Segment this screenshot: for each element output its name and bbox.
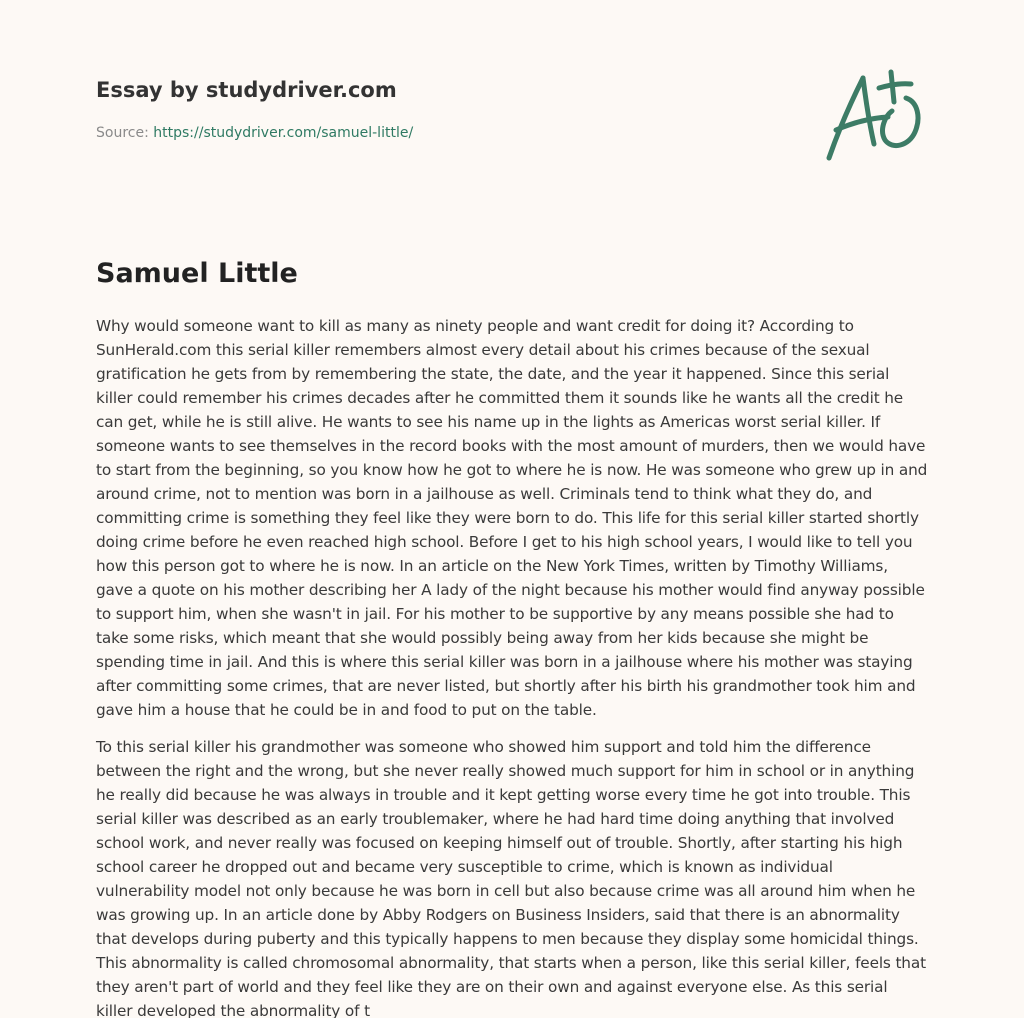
source-link[interactable]: https://studydriver.com/samuel-little/ [153,125,414,141]
essay-body [96,314,928,1018]
essay-paragraph: To this serial killer his grandmother was someone who showed him support and told him the difference between the right and the wrong, but she never really showed much support for him in school or in anything he really did because he was always in trouble and it kept getting worse every time he got into trouble. This serial killer was described as an early troublemaker, where he had hard time doing anything that involved school work, and never really was focused on keeping himself out of trouble. Shortly, after starting his high school career he dropped out and became very susceptible to crime, which is known as individual vulnerability model not only because he was born in cell but also because crime was all around him when he was growing up. In an article done by Abby Rodgers on Business Insiders, said that there is an abnormality that develops during puberty and this typically happens to men because they display some homicidal things. This abnormality is called chromosomal abnormality, that starts when a person, like this serial killer, feels that they aren't part of world and they feel like they are on their own and against everyone else. As this serial killer developed the abnormality of t [96,738,926,1018]
essay-paragraph: Why would someone want to kill as many as ninety people and want credit for doing it? According to SunHerald.com this serial killer remembers almost every detail about his crimes because of the sexual gratification he gets from by remembering the state, the date, and the year it happened. Since this serial killer could remember his crimes decades after he committed them it sounds like he wants all the credit he can get, while he is still alive. He wants to see his name up in the lights as Americas worst serial killer. If someone wants to see themselves in the record books with the most amount of murders, then we would have to start from the beginning, so you know how he got to where he is now. He was someone who grew up in and around crime, not to mention was born in a jailhouse as well. Criminals tend to think what they do, and committing crime is something they feel like they were born to do. This life for this serial killer started shortly doing crime before he even reached high school. Before I get to his high school years, I would like to tell you how this person got to where he is now. In an article on the New York Times, written by Timothy Williams, gave a quote on his mother describing her A lady of the night because his mother would find anyway possible to support him, when she wasn't in jail. For his mother to be supportive by any means possible she had to take some risks, which meant that she would possibly being away from her kids because she might be spending time in jail. And this is where this serial killer was born in a jailhouse where his mother was staying after committing some crimes, that are never listed, but shortly after his birth his grandmother took him and gave him a house that he could be in and food to put on the table. [96,317,928,719]
a-plus-logo-svg [822,66,926,166]
site-title: Essay by studydriver.com [96,78,397,102]
essay-title: Samuel Little [96,258,298,289]
source-line [96,124,796,142]
loop-stroke [883,98,918,146]
page-header [96,76,796,142]
source-label: Source: [96,125,149,141]
a-plus-logo-icon [822,66,926,166]
a-right-stroke [863,78,874,144]
a-left-stroke [829,78,863,158]
